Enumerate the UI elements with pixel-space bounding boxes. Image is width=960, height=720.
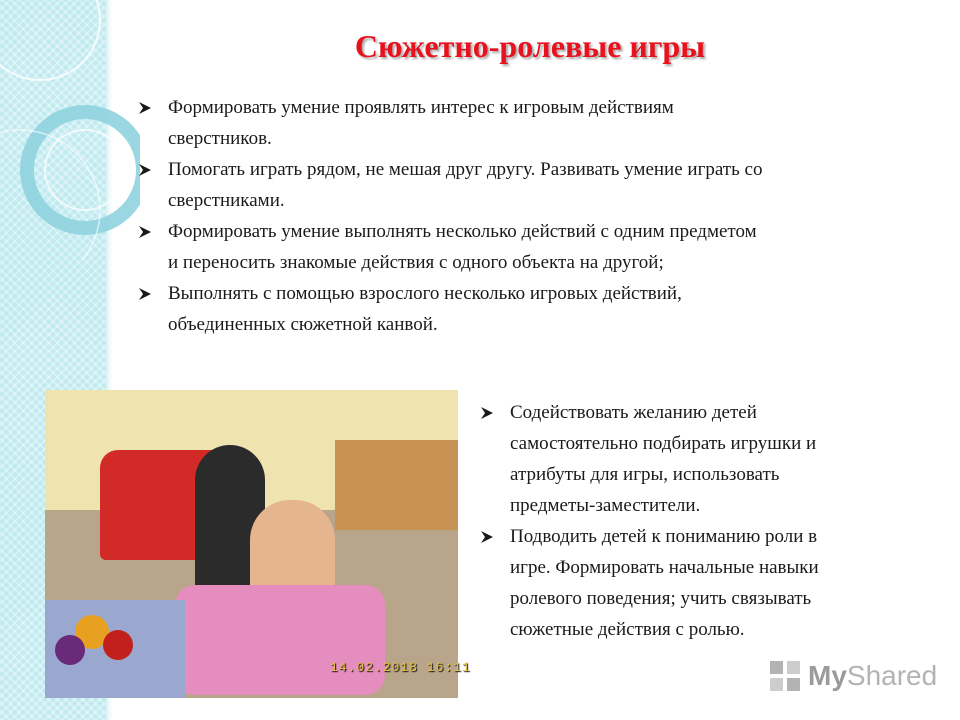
bullet-line: объединенных сюжетной канвой. — [168, 314, 438, 335]
bullet-line: самостоятельно подбирать игрушки и — [510, 433, 817, 454]
bullet-line: предметы-заместители. — [510, 495, 701, 516]
decorative-circles-icon — [0, 0, 140, 260]
slide-title: Сюжетно-ролевые игры — [354, 28, 706, 64]
photo-fruit — [55, 635, 85, 665]
photo-fruit — [103, 630, 133, 660]
photo-timestamp: 14.02.2018 16:11 — [330, 660, 471, 675]
photo-table — [335, 440, 458, 530]
top-bullet-list — [130, 92, 930, 340]
bullet-line: игре. Формировать начальные навыки — [510, 557, 819, 578]
myshared-watermark — [768, 658, 937, 694]
list-item — [472, 521, 912, 645]
myshared-logo-icon — [768, 659, 802, 693]
watermark-shared: Shared — [846, 660, 938, 691]
bullet-line: Содействовать желанию детей — [510, 402, 757, 423]
watermark-text — [808, 660, 937, 692]
bullet-line: Подводить детей к пониманию роли в — [510, 526, 818, 547]
list-item — [130, 216, 930, 278]
bullet-line: Помогать играть рядом, не мешая друг другу. Развивать умение играть со — [168, 159, 763, 180]
arrow-bullet-icon — [480, 521, 496, 552]
bullet-line: сверстников. — [168, 128, 272, 149]
bullet-line: и переносить знакомые действия с одного объекта на другой; — [168, 252, 664, 273]
bullet-line: Формировать умение проявлять интерес к игровым действиям — [168, 97, 674, 118]
list-item — [130, 278, 930, 340]
list-item — [130, 92, 930, 154]
bullet-line: сюжетные действия с ролью. — [510, 619, 745, 640]
arrow-bullet-icon — [138, 216, 154, 247]
bullet-line: Выполнять с помощью взрослого несколько игровых действий, — [168, 283, 682, 304]
bullet-line: сверстниками. — [168, 190, 285, 211]
arrow-bullet-icon — [138, 278, 154, 309]
arrow-bullet-icon — [138, 154, 154, 185]
right-bullet-list — [472, 397, 912, 645]
bullet-line: ролевого поведения; учить связывать — [510, 588, 812, 609]
bullet-line: Формировать умение выполнять несколько действий с одним предметом — [168, 221, 757, 242]
photo-doll-stroller — [175, 585, 385, 695]
arrow-bullet-icon — [480, 397, 496, 428]
watermark-my: My — [808, 660, 847, 691]
arrow-bullet-icon — [138, 92, 154, 123]
bullet-line: атрибуты для игры, использовать — [510, 464, 780, 485]
list-item — [472, 397, 912, 521]
children-playing-photo — [45, 390, 458, 698]
list-item — [130, 154, 930, 216]
